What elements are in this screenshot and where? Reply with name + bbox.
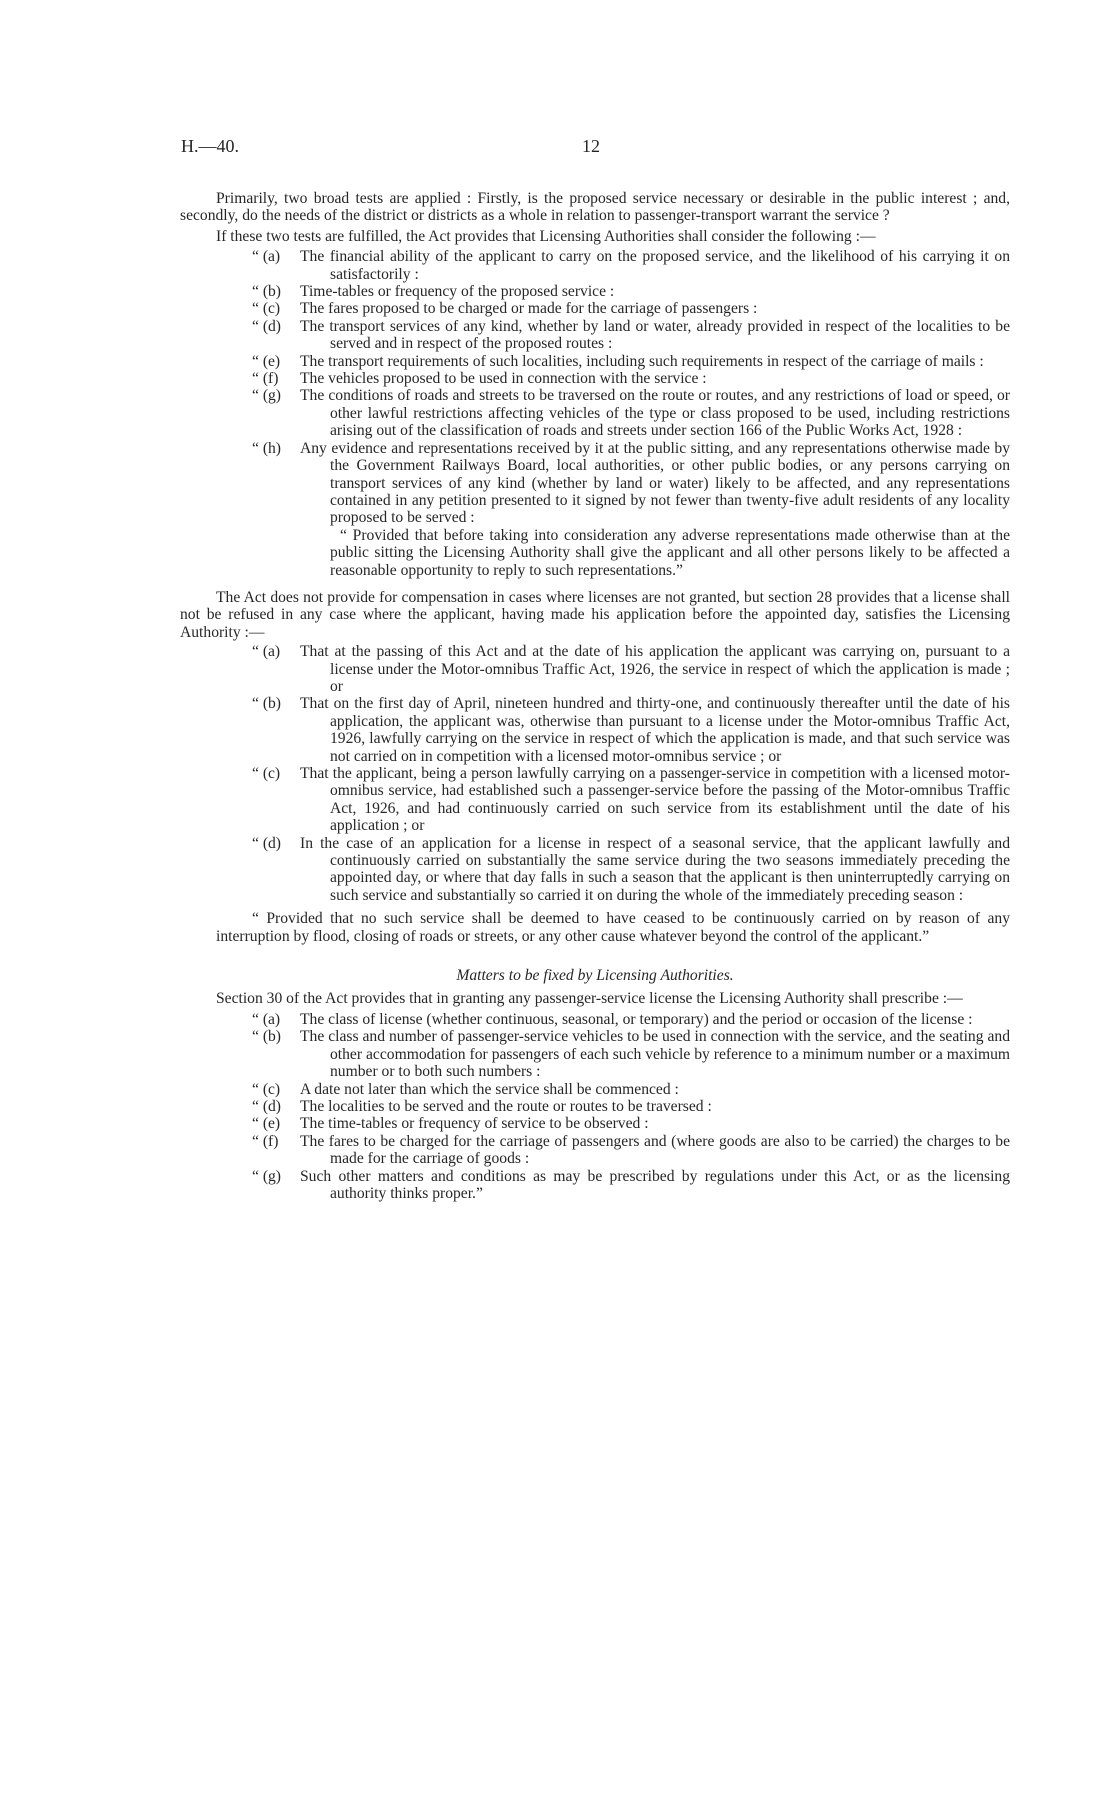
list-item-text: The localities to be served and the route or routes to be traversed : bbox=[300, 1097, 712, 1115]
list-item-text: That on the first day of April, nineteen hundred and thirty-one, and continuously thereafter until the date of his application, the applicant was, otherwise than pursuant to a license under the Motor-omnibus Traffic Act, 1926, lawfully carrying on the service in respect of which the application is made, and that such service was not carried on in competition with a licensed motor-omnibus service ; or bbox=[300, 695, 1010, 765]
list-item bbox=[180, 440, 1010, 527]
document-reference: H.—40. bbox=[181, 136, 239, 156]
paragraph-following: If these two tests are fulfilled, the Act provides that Licensing Authorities shall consider the following :— bbox=[216, 227, 876, 245]
list-marker: “ (d) bbox=[252, 1097, 282, 1115]
proviso-interruption: “ Provided that no such service shall be deemed to have ceased to be continuously carried on by reason of any interruption by flood, closing of roads or streets, or any other cause whatever beyond the control of the applicant.” bbox=[216, 910, 1010, 945]
list-item bbox=[180, 318, 1010, 353]
list-conditions bbox=[180, 643, 1010, 904]
list-marker: “ (c) bbox=[252, 765, 281, 782]
list-item-text: Time-tables or frequency of the proposed service : bbox=[300, 283, 615, 301]
list-item-text: Such other matters and conditions as may be prescribed by regulations under this Act, or as the licensing authority thinks proper.” bbox=[300, 1167, 1010, 1202]
list-marker: “ (a) bbox=[252, 643, 281, 661]
list-item-text: In the case of an application for a license in respect of a seasonal service, that the applicant lawfully and continuously carried on substantially the same service during the two seasons immediately preceding the appointed day, or where that day falls in such a season that the applicant is then uninterruptedly carrying on such service and substantially so carried it on during the whole of the immediately preceding season : bbox=[300, 834, 1010, 904]
list-item bbox=[180, 248, 1010, 283]
list-item-text: The time-tables or frequency of service to be observed : bbox=[300, 1115, 649, 1133]
list-item bbox=[180, 283, 1010, 300]
list-item bbox=[180, 387, 1010, 439]
paragraph-section-30: Section 30 of the Act provides that in granting any passenger-service license the Licensing Authority shall prescribe :— bbox=[216, 990, 963, 1008]
list-item-text: The fares proposed to be charged or made for the carriage of passengers : bbox=[300, 300, 758, 318]
section-heading: Matters to be fixed by Licensing Authorities. bbox=[456, 967, 734, 985]
list-marker: “ (h) bbox=[252, 439, 282, 457]
list-marker: “ (g) bbox=[252, 387, 282, 405]
list-marker: “ (c) bbox=[252, 1080, 281, 1098]
page-number: 12 bbox=[582, 136, 600, 156]
list-item-text: The vehicles proposed to be used in connection with the service : bbox=[300, 370, 707, 388]
list-marker: “ (d) bbox=[252, 834, 282, 852]
list-item bbox=[180, 643, 1010, 695]
list-considerations bbox=[180, 248, 1010, 527]
list-item bbox=[180, 1081, 1010, 1098]
list-marker: “ (b) bbox=[252, 695, 282, 713]
list-item-text: The fares to be charged for the carriage of passengers and (where goods are also to be carried) the charges to be made for the carriage of goods : bbox=[300, 1132, 1010, 1168]
list-item bbox=[180, 1011, 1010, 1028]
proviso-text: “ Provided that before taking into consideration any adverse representations made otherwise than at the public sitting the Licensing Authority shall give the applicant and all other persons likely to be affected a reasonable opportunity to reply to such representations.” bbox=[330, 526, 1010, 579]
list-item-text: The class and number of passenger-service vehicles to be used in connection with the service, and the seating and other accommodation for passengers of each such vehicle by reference to a minimum number or a maximum number or to both such numbers : bbox=[300, 1028, 1010, 1081]
list-item-text: A date not later than which the service shall be commenced : bbox=[300, 1080, 679, 1098]
list-item bbox=[180, 835, 1010, 905]
list-item-text: The financial ability of the applicant to carry on the proposed service, and the likelihood of his carrying it on satisfactorily : bbox=[300, 248, 1010, 283]
list-item-text: Any evidence and representations received by it at the public sitting, and any representations otherwise made by the Government Railways Board, local authorities, or other public bodies, or any persons carrying on transport services of any kind (whether by land or water) likely to be affected, and any representations contained in any petition presented to it signed by not fewer than twenty-five adult residents of any locality proposed to be served : bbox=[300, 439, 1010, 527]
list-marker: “ (b) bbox=[252, 1028, 282, 1046]
list-item bbox=[180, 1133, 1010, 1168]
list-item-text: That at the passing of this Act and at the date of his application the applicant was carrying on, pursuant to a license under the Motor-omnibus Traffic Act, 1926, the service in respect of which the application is made ; or bbox=[300, 643, 1010, 695]
paragraph-compensation: The Act does not provide for compensation in cases where licenses are not granted, but section 28 provides that a license shall not be refused in any case where the applicant, having made his application before the appointed day, satisfies the Licensing Authority :— bbox=[180, 588, 1010, 641]
list-item bbox=[180, 1168, 1010, 1203]
list-marker: “ (f) bbox=[252, 1132, 279, 1150]
list-item-text: The conditions of roads and streets to be traversed on the route or routes, and any restrictions of load or speed, or other lawful restrictions affecting vehicles of the type or class proposed to be used, including restrictions arising out of the classification of roads and streets under section 166 of the Public Works Act, 1928 : bbox=[300, 387, 1010, 440]
list-marker: “ (d) bbox=[252, 317, 282, 335]
list-item bbox=[180, 300, 1010, 317]
proviso-representations bbox=[180, 527, 1010, 579]
list-marker: “ (f) bbox=[252, 370, 279, 388]
list-prescriptions bbox=[180, 1011, 1010, 1202]
list-marker: “ (a) bbox=[252, 1010, 281, 1028]
list-item-text: The transport services of any kind, whether by land or water, already provided in respect of the localities to be served and in respect of the proposed routes : bbox=[300, 317, 1010, 353]
list-item-text: The class of license (whether continuous, seasonal, or temporary) and the period or occasion of the license : bbox=[300, 1010, 973, 1028]
paragraph-tests: Primarily, two broad tests are applied : Firstly, is the proposed service necessary or desirable in the public interest ; and, secondly, do the needs of the district or districts as a whole in relation to passenger-transport warrant the service ? bbox=[180, 190, 1010, 225]
body-text bbox=[180, 190, 1010, 1202]
list-marker: “ (a) bbox=[252, 248, 281, 266]
list-marker: “ (e) bbox=[252, 1115, 281, 1133]
list-item bbox=[180, 353, 1010, 370]
list-item-text: The transport requirements of such localities, including such requirements in respect of the carriage of mails : bbox=[300, 352, 984, 370]
list-item bbox=[180, 765, 1010, 835]
list-marker: “ (b) bbox=[252, 283, 282, 301]
list-item bbox=[180, 1028, 1010, 1080]
list-item bbox=[180, 1115, 1010, 1132]
list-marker: “ (c) bbox=[252, 300, 281, 318]
list-item-text: That the applicant, being a person lawfully carrying on a passenger-service in competition with a licensed motor-omnibus service, had established such a passenger-service before the passing of the Motor-omnibus Traffic Act, 1926, and had continuously carried on such service from its establishment until the date of his application ; or bbox=[300, 765, 1010, 835]
list-marker: “ (e) bbox=[252, 352, 281, 370]
list-item bbox=[180, 370, 1010, 387]
list-item bbox=[180, 1098, 1010, 1115]
list-item bbox=[180, 695, 1010, 765]
list-marker: “ (g) bbox=[252, 1167, 282, 1185]
